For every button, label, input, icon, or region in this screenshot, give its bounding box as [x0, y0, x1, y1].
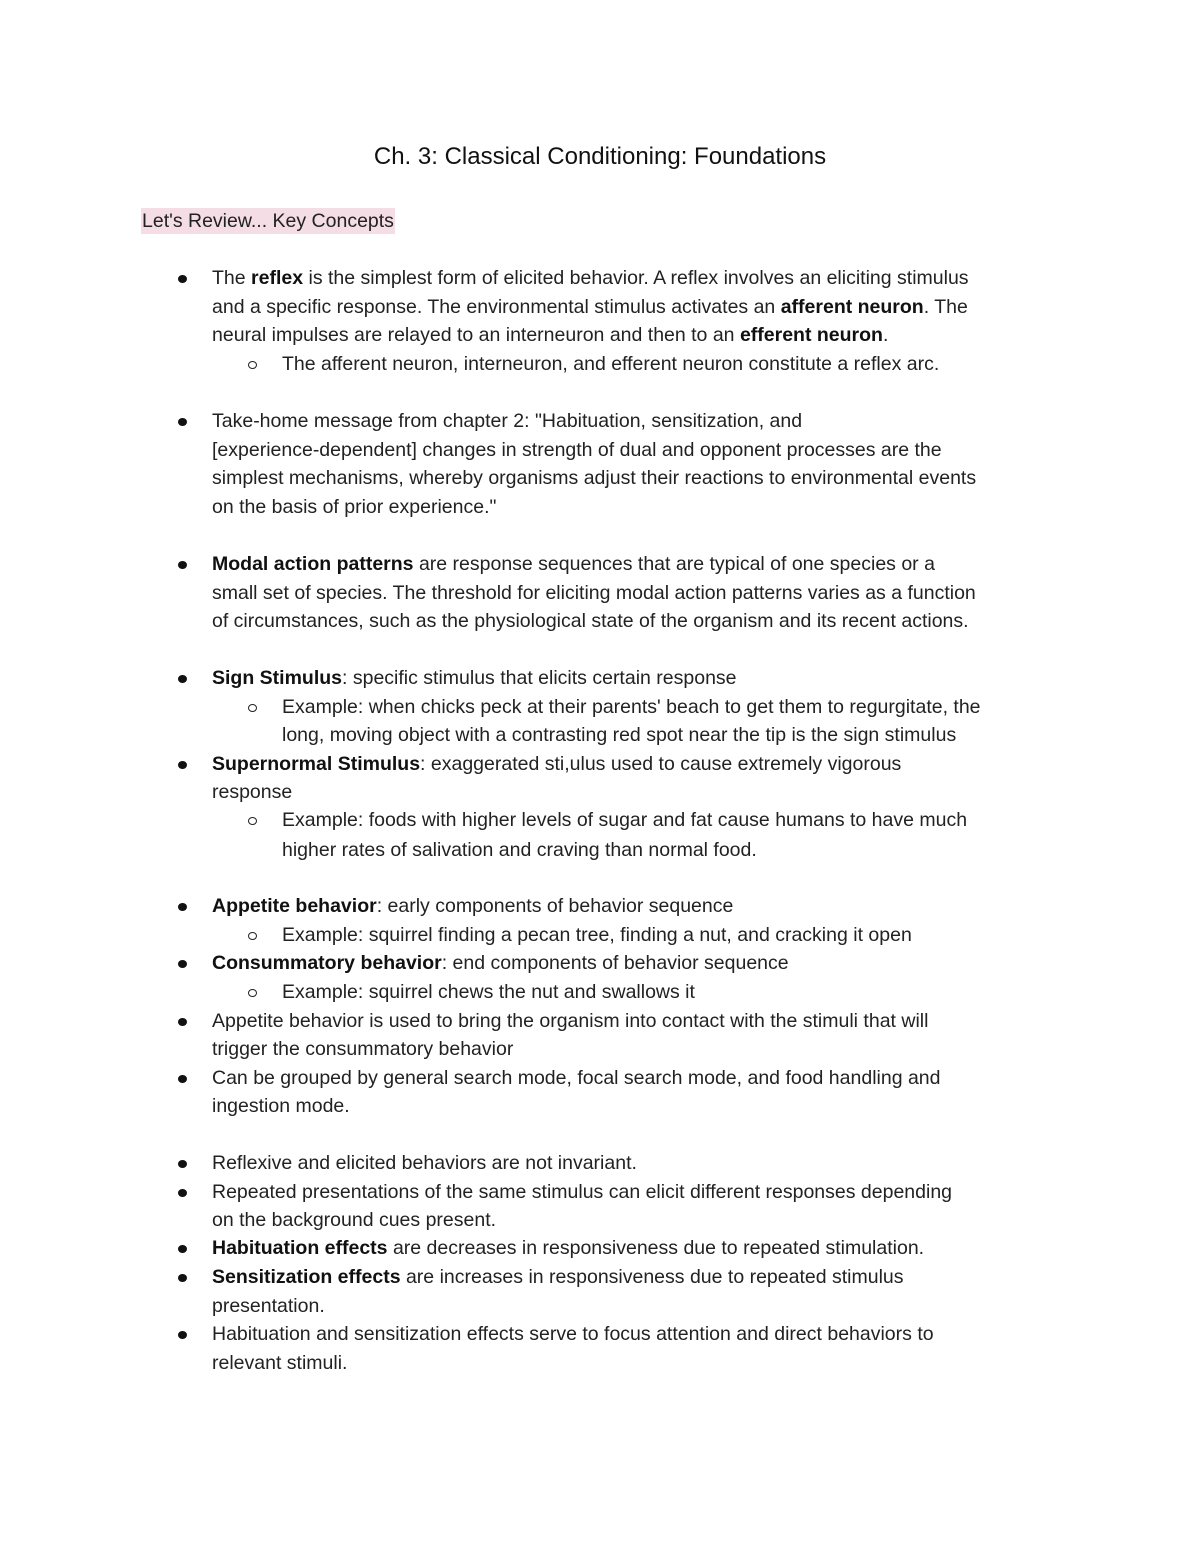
- sub-list-item: [282, 921, 912, 949]
- item-text: Example: squirrel chews the nut and swallows it: [282, 981, 695, 1003]
- list-item: [212, 1035, 513, 1063]
- bullet-icon: [178, 675, 187, 683]
- bullet-icon: [178, 761, 187, 769]
- key-term: Consummatory behavior: [212, 952, 442, 974]
- item-text: relevant stimuli.: [212, 1352, 348, 1374]
- item-text: higher rates of salivation and craving than normal food.: [282, 839, 757, 861]
- key-term: efferent neuron: [739, 324, 883, 346]
- key-term: Habituation effects: [212, 1237, 388, 1259]
- hollow-bullet-icon: [248, 817, 257, 825]
- list-item: [212, 607, 969, 635]
- list-item: [212, 1092, 350, 1120]
- list-item: [212, 1234, 924, 1262]
- key-term: Sensitization effects: [212, 1266, 401, 1288]
- item-text: [experience-dependent] changes in strength of dual and opponent processes are the: [212, 439, 942, 461]
- key-term: Sign Stimulus: [212, 667, 343, 689]
- sub-list-item: [282, 350, 939, 378]
- list-item: [212, 778, 292, 806]
- list-item: [212, 1320, 934, 1348]
- key-term: reflex: [251, 267, 304, 289]
- bullet-icon: [178, 960, 187, 968]
- item-text: Habituation and sensitization effects serve to focus attention and direct behaviors to: [212, 1323, 934, 1345]
- bullet-icon: [178, 1018, 187, 1026]
- item-text: . The: [923, 296, 968, 318]
- list-item: [212, 436, 942, 464]
- item-text: presentation.: [212, 1295, 325, 1317]
- list-item: [212, 1349, 347, 1377]
- sub-list-item: [282, 806, 967, 834]
- item-text: Reflexive and elicited behaviors are not invariant.: [212, 1152, 637, 1174]
- list-item: [212, 892, 733, 920]
- list-item: [212, 550, 935, 578]
- item-text: are decreases in responsiveness due to repeated stimulation.: [387, 1237, 925, 1259]
- hollow-bullet-icon: [248, 989, 257, 997]
- item-text: Example: when chicks peck at their parents' beach to get them to regurgitate, the: [282, 696, 981, 718]
- item-text: ingestion mode.: [212, 1095, 350, 1117]
- list-item: [212, 293, 968, 321]
- list-item: [212, 949, 789, 977]
- item-text: is the simplest form of elicited behavior. A reflex involves an eliciting stimulus: [303, 267, 969, 289]
- item-text: The: [212, 267, 252, 289]
- item-text: .: [882, 324, 889, 346]
- bullet-icon: [178, 561, 187, 569]
- item-text: are response sequences that are typical of one species or a: [413, 553, 935, 575]
- bullet-icon: [178, 1331, 187, 1339]
- item-text: Take-home message from chapter 2: "Habituation, sensitization, and: [212, 410, 803, 432]
- bullet-icon: [178, 903, 187, 911]
- sub-list-item: [282, 693, 981, 721]
- hollow-bullet-icon: [248, 361, 257, 369]
- list-item: [212, 750, 901, 778]
- list-item: [212, 464, 976, 492]
- list-item: [212, 1007, 928, 1035]
- item-text: and a specific response. The environmental stimulus activates an: [212, 296, 781, 318]
- key-term: Appetite behavior: [212, 895, 377, 917]
- item-text: small set of species. The threshold for eliciting modal action patterns varies as a function: [212, 582, 976, 604]
- sub-list-item: [282, 836, 757, 864]
- list-item: [212, 407, 802, 435]
- list-item: [212, 493, 496, 521]
- key-term: afferent neuron: [780, 296, 924, 318]
- list-item: [212, 264, 969, 292]
- bullet-icon: [178, 1189, 187, 1197]
- bullet-icon: [178, 1075, 187, 1083]
- bullet-icon: [178, 1245, 187, 1253]
- section-heading: Let's Review... Key Concepts: [142, 210, 394, 232]
- item-text: trigger the consummatory behavior: [212, 1038, 514, 1060]
- bullet-icon: [178, 1160, 187, 1168]
- bullet-icon: [178, 418, 187, 426]
- page-title: Ch. 3: Classical Conditioning: Foundations: [373, 143, 827, 170]
- list-item: [212, 1178, 952, 1206]
- sub-list-item: [282, 978, 695, 1006]
- item-text: : specific stimulus that elicits certain response: [342, 667, 737, 689]
- list-item: [212, 579, 976, 607]
- list-item: [212, 1263, 904, 1291]
- item-text: neural impulses are relayed to an interneuron and then to an: [212, 324, 740, 346]
- list-item: [212, 321, 888, 349]
- item-text: Repeated presentations of the same stimulus can elicit different responses depending: [212, 1181, 953, 1203]
- item-text: simplest mechanisms, whereby organisms adjust their reactions to environmental events: [212, 467, 977, 489]
- item-text: Example: squirrel finding a pecan tree, finding a nut, and cracking it open: [282, 924, 912, 946]
- item-text: on the background cues present.: [212, 1209, 497, 1231]
- list-item: [212, 664, 737, 692]
- key-term: Modal action patterns: [212, 553, 414, 575]
- item-text: : exaggerated sti,ulus used to cause extremely vigorous: [420, 753, 902, 775]
- list-item: [212, 1292, 325, 1320]
- item-text: long, moving object with a contrasting red spot near the tip is the sign stimulus: [282, 724, 957, 746]
- item-text: : end components of behavior sequence: [441, 952, 789, 974]
- item-text: response: [212, 781, 293, 803]
- list-item: [212, 1149, 637, 1177]
- bullet-icon: [178, 275, 187, 283]
- item-text: Example: foods with higher levels of sugar and fat cause humans to have much: [282, 809, 968, 831]
- bullet-icon: [178, 1274, 187, 1282]
- item-text: The afferent neuron, interneuron, and efferent neuron constitute a reflex arc.: [282, 353, 940, 375]
- list-item: [212, 1206, 496, 1234]
- item-text: of circumstances, such as the physiological state of the organism and its recent actions.: [212, 610, 969, 632]
- sub-list-item: [282, 721, 956, 749]
- item-text: Can be grouped by general search mode, focal search mode, and food handling and: [212, 1067, 941, 1089]
- item-text: on the basis of prior experience.": [212, 496, 497, 518]
- hollow-bullet-icon: [248, 932, 257, 940]
- item-text: : early components of behavior sequence: [376, 895, 734, 917]
- list-item: [212, 1064, 941, 1092]
- item-text: are increases in responsiveness due to repeated stimulus: [400, 1266, 904, 1288]
- key-term: Supernormal Stimulus: [212, 753, 421, 775]
- hollow-bullet-icon: [248, 704, 257, 712]
- item-text: Appetite behavior is used to bring the organism into contact with the stimuli that will: [212, 1010, 929, 1032]
